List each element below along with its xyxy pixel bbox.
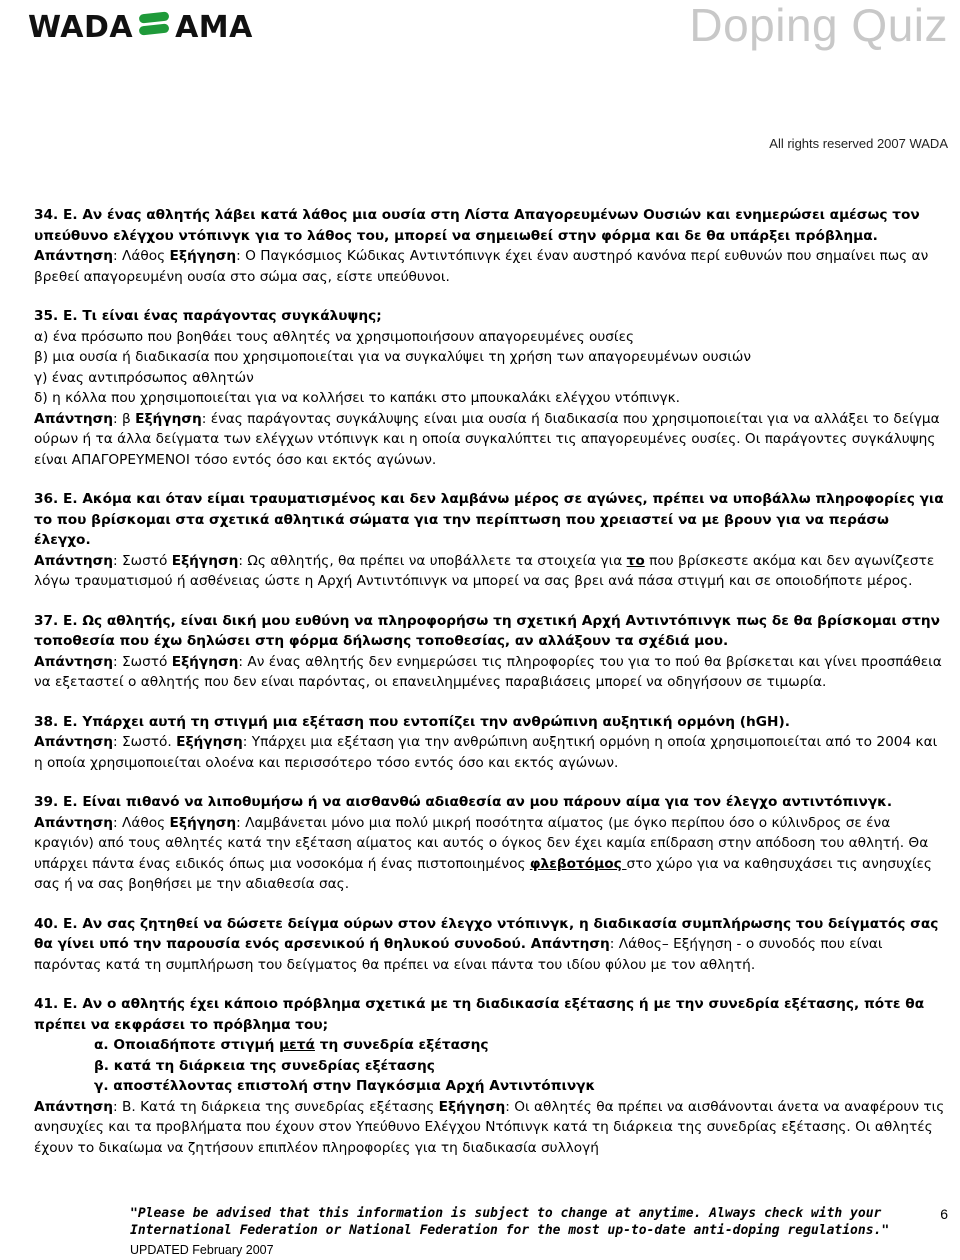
explanation-text: : Οι αθλητές θα πρέπει να αισθάνονται άνετα να αναφέρουν τις ανησυχίες και τα προβλήματα που έχουν στον Υπεύθυνο Ελέγχου Ντόπινγκ κατά τη διάρκεια της συνεδρίας εξέτασης. Οι αθλητές έχουν το δικαίωμα να ζητήσουν επιπλέον πληροφορίες για τη διαδικασία συλλογή: [34, 1098, 945, 1156]
answer-text: : Λάθος: [113, 248, 170, 264]
option-c: γ) ένας αντιπρόσωπος αθλητών: [34, 369, 254, 386]
question-text: 35. Ε. Τι είναι ένας παράγοντας συγκάλυψης;: [34, 308, 382, 324]
question-text: 37. Ε. Ως αθλητής, είναι δική μου ευθύνη να πληροφορήσω τη σχετική Αρχή Αντιντόπινγκ πως δε θα βρίσκομαι στην τοποθεσία που έχω δηλώσει στη φόρμα δήλωσης τοποθεσίας, αν αλλάξουν τα σχέδιά μου.: [34, 612, 940, 649]
explanation-text: : Αν ένας αθλητής δεν ενημερώσει τις πληροφορίες του για το πού θα βρίσκεται και γίνει προσπάθεια να εξεταστεί ο αθλητής που δεν είναι παρόντας, οι επανειλημμένες παραβιάσεις μπορεί να οδηγήσουν σε τιμωρία.: [34, 653, 942, 690]
explanation-text: : Λαμβάνεται μόνο μια πολύ μικρή ποσότητα αίματος (με όγκο περίπου όσο ο κύλινδρος σε ένα κραγιόν) από τους αθλητές κατά την εξέταση αίματος και αυτός ο όγκος δεν έχει καμία επίδραση στην απόδοση του αθλητή. Θα υπάρχει πάντα ένας ειδικός όπως μια νοσοκόμα ή ένας πιστοποιημένος: [34, 814, 929, 872]
answer-label: Απάντηση: [34, 248, 114, 264]
explanation-underlined: το: [626, 552, 645, 569]
logo-text-ama: AMA: [175, 9, 253, 45]
explanation-label: Εξήγηση: [176, 734, 243, 750]
explanation-text-cont: που βρίσκεστε ακόμα και δεν αγωνίζεστε λόγω τραυματισμού ή ασθένειας ώστε η Αρχή Αντιντόπινγκ να μπορεί να σας βρει ανά πάσα στιγμή και σε οποιοδήποτε μέρος.: [34, 552, 935, 589]
option-b: β. κατά τη διάρκεια της συνεδρίας εξέτασης: [94, 1057, 435, 1074]
option-a: α. Οποιαδήποτε στιγμή μετά τη συνεδρία εξέτασης: [94, 1037, 489, 1053]
explanation-text: : Υπάρχει μια εξέταση για την ανθρώπινη αυξητική ορμόνη η οποία χρησιμοποιείται από το 2004 και η οποία χρησιμοποιείται ολοένα και περισσότερο τόσο εντός όσο και εκτός αγώνων.: [34, 734, 938, 771]
answer-text: : Σωστό.: [113, 734, 177, 750]
question-text: 41. Ε. Αν ο αθλητής έχει κάποιο πρόβλημα σχετικά με τη διαδικασία εξέτασης ή με την συνεδρία εξέτασης, πότε θα πρέπει να εκφράσει το πρόβλημα του;: [34, 996, 925, 1033]
page-header: [0, 0, 960, 160]
explanation-text-cont: στο χώρο για να καθησυχάσει τις ανησυχίες σας ή να σας βοηθήσει με την αδιαθεσία σας.: [34, 855, 932, 892]
question-38: [34, 712, 946, 774]
question-36: [34, 489, 946, 592]
question-text: 40. Ε. Αν σας ζητηθεί να δώσετε δείγμα ούρων στον έλεγχο ντόπινγκ, η διαδικασία συμπλήρωσης του δείγματός σας θα γίνει υπό την παρουσία ενός αρσενικού ή θηλυκού συνοδού.: [34, 915, 939, 952]
wada-ama-logo: [28, 8, 253, 46]
footer-notice: "Please be advised that this information is subject to change at anytime. Always check with your International Federation or National Federation for the most up-to-date anti-doping regulations.": [130, 1206, 890, 1238]
answer-text: : Λάθος: [113, 814, 170, 831]
explanation-underlined: φλεβοτόμος: [529, 855, 627, 872]
question-34: [34, 205, 946, 287]
answer-text: : Λάθος– Εξήγηση - ο συνοδός που είναι παρόντας κατά τη συμπλήρωση του δείγματος θα πρέπει να είναι πάντα του ιδίου φύλου με τον αθλητή.: [34, 936, 883, 973]
explanation-label: Εξήγηση: [135, 410, 202, 427]
question-text: 34. Ε. Αν ένας αθλητής λάβει κατά λάθος μια ουσία στη Λίστα Απαγορευμένων Ουσιών και ενημερώσει αμέσως τον υπεύθυνο ελέγχου ντόπινγκ για το λάθος του, μπορεί να σημειωθεί στην φόρμα και δε θα υπάρξει πρόβλημα.: [34, 207, 920, 244]
explanation-label: Εξήγηση: [438, 1098, 506, 1115]
logo-mark-icon: [137, 8, 171, 46]
explanation-label: Εξήγηση: [169, 814, 237, 831]
answer-label: Απάντηση: [34, 814, 114, 831]
question-41: [34, 994, 946, 1158]
answer-text: : Σωστό: [113, 552, 172, 569]
logo-text-wada: WADA: [28, 9, 134, 45]
explanation-label: Εξήγηση: [169, 248, 237, 264]
option-d: δ) η κόλλα που χρησιμοποιείται για να κολλήσει το καπάκι στο μπουκαλάκι ελέγχου ντόπινγκ.: [34, 390, 681, 406]
option-c: γ. αποστέλλοντας επιστολή στην Παγκόσμια Αρχή Αντιντόπινγκ: [94, 1078, 596, 1094]
answer-label: Απάντηση: [34, 552, 114, 569]
page-number: 6: [940, 1206, 948, 1222]
answer-text: : Β. Κατά τη διάρκεια της συνεδρίας εξέτασης: [113, 1098, 439, 1115]
explanation-text: : Ο Παγκόσμιος Κώδικας Αντιντόπινγκ έχει έναν αυστηρό κανόνα περί ευθυνών που σημαίνει πως αν βρεθεί απαγορευμένη ουσία στο σώμα σας, είστε υπεύθυνοι.: [34, 248, 929, 285]
quiz-content: [34, 205, 946, 1177]
answer-label: Απάντηση: [530, 936, 610, 952]
question-text: 39. Ε. Είναι πιθανό να λιποθυμήσω ή να αισθανθώ αδιαθεσία αν μου πάρουν αίμα για τον έλεγχο αντιντόπινγκ.: [34, 794, 893, 810]
answer-label: Απάντηση: [34, 1098, 114, 1115]
question-text: 36. Ε. Ακόμα και όταν είμαι τραυματισμένος και δεν λαμβάνω μέρος σε αγώνες, πρέπει να υποβάλλω πληροφορίες για το που βρίσκομαι στα σχετικά αθλητικά σώματα για την περίπτωση που χρειαστεί να με βρουν για να περάσω έλεγχο.: [34, 491, 944, 548]
document-title: Doping Quiz: [689, 0, 948, 51]
answer-text: : Σωστό: [113, 653, 172, 670]
question-39: [34, 792, 946, 895]
question-40: [34, 914, 946, 976]
option-a: α) ένα πρόσωπο που βοηθάει τους αθλητές να χρησιμοποιήσουν απαγορευμένες ουσίες: [34, 328, 634, 345]
question-text: 38. Ε. Υπάρχει αυτή τη στιγμή μια εξέταση που εντοπίζει την ανθρώπινη αυξητική ορμόνη (hGH).: [34, 713, 790, 730]
updated-date: UPDATED February 2007: [130, 1243, 274, 1257]
explanation-label: Εξήγηση: [171, 552, 239, 569]
question-35: [34, 306, 946, 470]
answer-label: Απάντηση: [34, 653, 114, 670]
explanation-label: Εξήγηση: [171, 653, 239, 670]
copyright-notice: All rights reserved 2007 WADA: [769, 136, 948, 151]
question-37: [34, 611, 946, 693]
explanation-text: : Ως αθλητής, θα πρέπει να υποβάλλετε τα στοιχεία για: [238, 552, 627, 569]
answer-label: Απάντηση: [34, 410, 114, 427]
answer-text: : β: [113, 410, 136, 427]
option-b: β) μια ουσία ή διαδικασία που χρησιμοποιείται για να συγκαλύψει τη χρήση των απαγορευμένων ουσιών: [34, 349, 751, 365]
explanation-text: : ένας παράγοντας συγκάλυψης είναι μια ουσία ή διαδικασία που χρησιμοποιείται για να αλλάξει το δείγμα ούρων ή τα άλλα δείγματα των ελέγχων ντόπινγκ και η οποία συγκαλύπτει τις απαγορευμένες ουσίες. Οι παράγοντες συγκάλυψης είναι ΑΠΑΓΟΡΕΥΜΕΝΟΙ τόσο εντός όσο και εκτός αγώνων.: [34, 410, 940, 468]
answer-label: Απάντηση: [34, 734, 114, 750]
